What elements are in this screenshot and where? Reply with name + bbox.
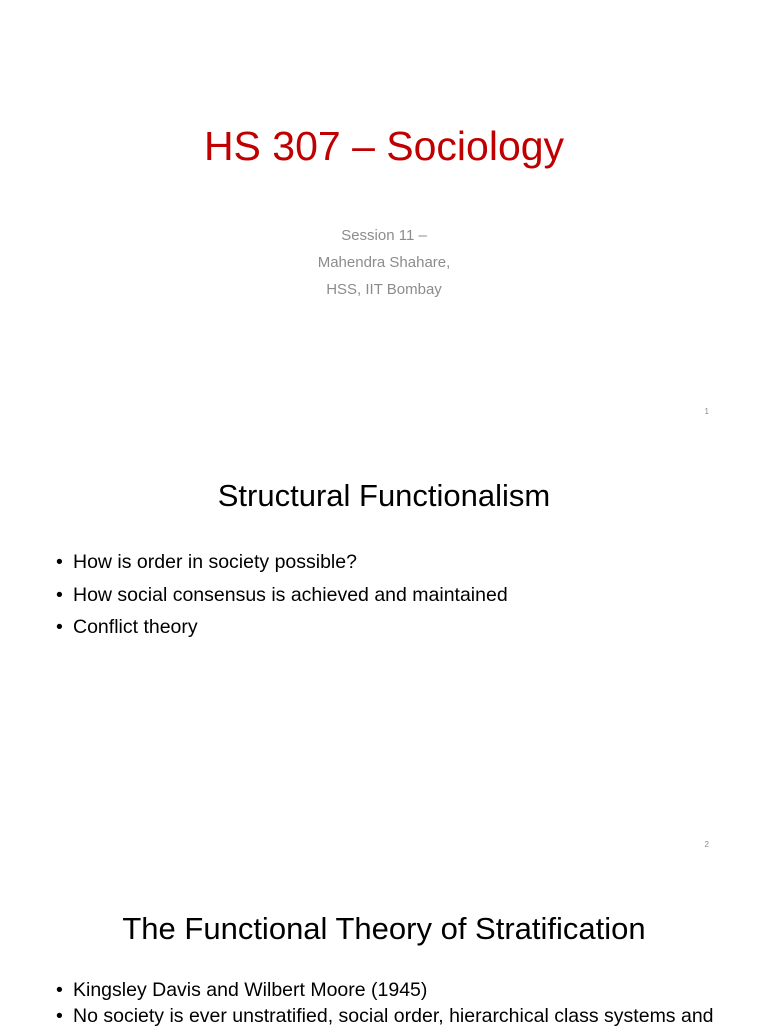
bullet-text: No society is ever unstratified, social order, hierarchical class systems and <box>73 1005 714 1027</box>
bullet-list <box>56 978 728 1030</box>
subtitle-line-session: Session 11 – <box>341 227 427 244</box>
subtitle-line-author: Mahendra Shahare, <box>317 254 451 271</box>
slide-1 <box>0 0 768 433</box>
slide-number: 2 <box>704 840 709 849</box>
bullet-text: How social consensus is achieved and maintained <box>73 583 508 606</box>
bullet-icon: • <box>56 551 63 573</box>
bullet-icon: • <box>56 979 63 1001</box>
list-item <box>56 615 728 639</box>
bullet-icon: • <box>56 583 63 606</box>
slide-2 <box>0 433 768 866</box>
bullet-icon: • <box>56 1005 63 1027</box>
bullet-text: Kingsley Davis and Wilbert Moore (1945) <box>73 979 428 1001</box>
slide-title: The Functional Theory of Stratification <box>122 911 646 946</box>
slide-number: 1 <box>704 407 709 416</box>
slide-subtitle <box>0 222 768 303</box>
slide-title: HS 307 – Sociology <box>203 123 565 170</box>
list-item <box>56 550 728 574</box>
slide-title: Structural Functionalism <box>217 478 551 513</box>
list-item <box>56 583 728 607</box>
slide-3 <box>0 866 768 1027</box>
bullet-icon: • <box>56 616 63 638</box>
bullet-text: Conflict theory <box>73 616 198 638</box>
bullet-list <box>56 550 728 648</box>
list-item <box>56 978 728 1002</box>
bullet-text: How is order in society possible? <box>73 551 357 573</box>
subtitle-line-affiliation: HSS, IIT Bombay <box>326 281 442 298</box>
list-item <box>56 1004 728 1028</box>
